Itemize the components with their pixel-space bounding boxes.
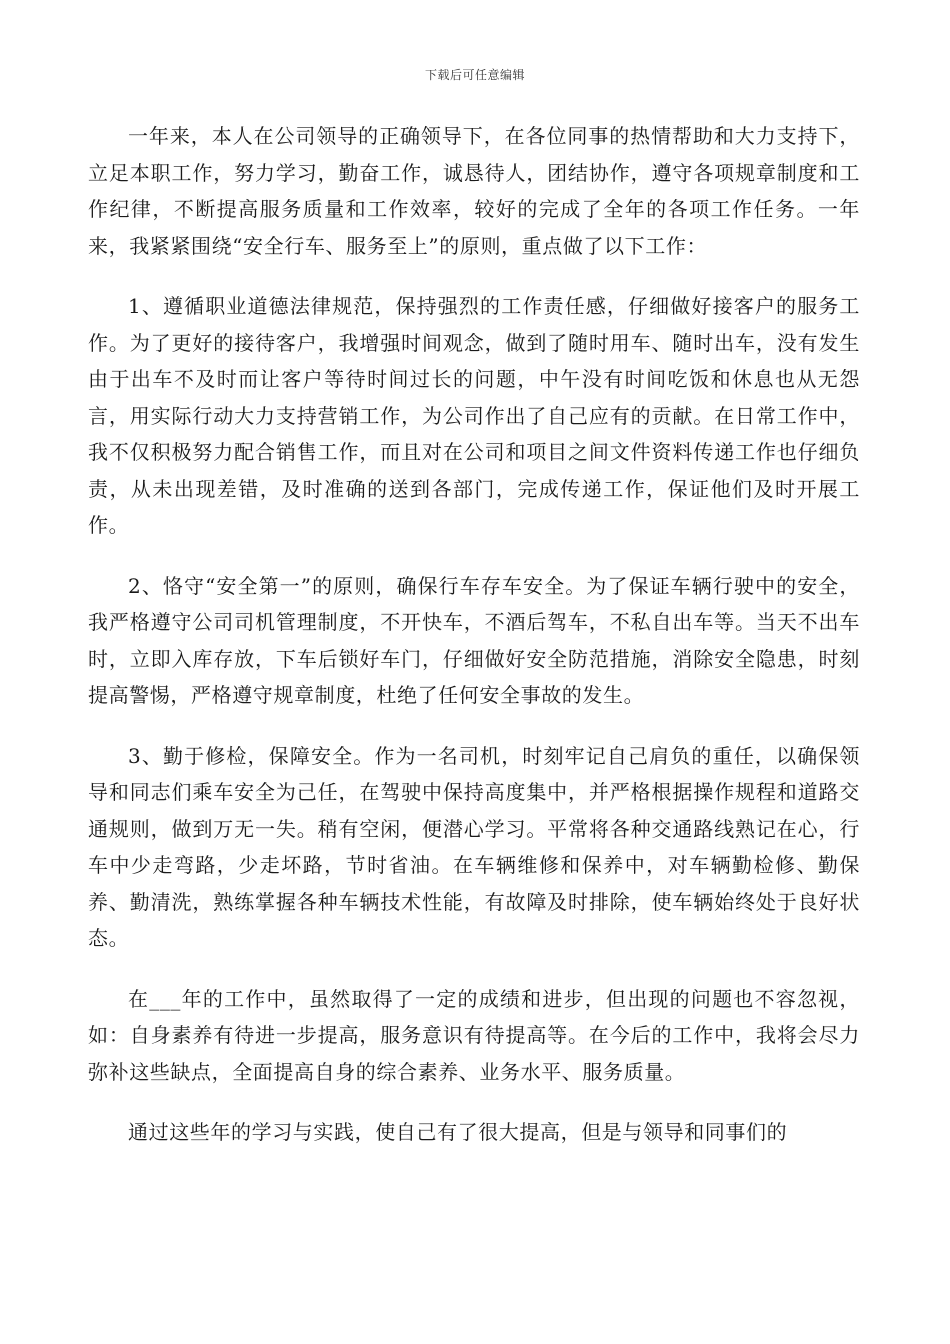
paragraph-item-3: 3、勤于修检，保障安全。作为一名司机，时刻牢记自己肩负的重任，以确保领导和同志们乘车安全为己任，在驾驶中保持高度集中，并严格根据操作规程和道路交通规则，做到万无一失。稍有空闲，便潜心学习。平常将各种交通路线熟记在心，行车中少走弯路，少走坏路，节时省油。在车辆维修和保养中，对车辆勤检修、勤保养、勤清洗，熟练掌握各种车辆技术性能，有故障及时排除，使车辆始终处于良好状态。	[88, 743, 860, 950]
document-body	[88, 118, 860, 1175]
paragraph-item-2: 2、恪守“安全第一”的原则，确保行车存车安全。为了保证车辆行驶中的安全，我严格遵守公司司机管理制度，不开快车，不酒后驾车，不私自出车等。当天不出车时，立即入库存放，下车后锁好车门，仔细做好安全防范措施，消除安全隐患，时刻提高警惕，严格遵守规章制度，杜绝了任何安全事故的发生。	[88, 573, 860, 707]
paragraph-item-1: 1、遵循职业道德法律规范，保持强烈的工作责任感，仔细做好接客户的服务工作。为了更好的接待客户，我增强时间观念，做到了随时用车、随时出车，没有发生由于出车不及时而让客户等待时间过长的问题，中午没有时间吃饭和休息也从无怨言，用实际行动大力支持营销工作，为公司作出了自己应有的贡献。在日常工作中，我不仅积极努力配合销售工作，而且对在公司和项目之间文件资料传递工作也仔细负责，从未出现差错，及时准确的送到各部门，完成传递工作，保证他们及时开展工作。	[88, 294, 860, 537]
header-note: 下载后可任意编辑	[424, 68, 525, 82]
summary-rest-text: 年的工作中，虽然取得了一定的成绩和进步，但出现的问题也不容忽视，如：自身素养有待进一步提高，服务意识有待提高等。在今后的工作中，我将会尽力弥补这些缺点，全面提高自身的综合素养、业务水平、服务质量。	[88, 986, 860, 1084]
year-blank: ___	[149, 986, 182, 1011]
paragraph-summary	[88, 981, 860, 1091]
summary-lead-text: 在	[128, 986, 150, 1011]
paragraph-closing: 通过这些年的学习与实践，使自己有了很大提高，但是与领导和同事们的	[128, 1120, 788, 1144]
paragraph-intro: 一年来，本人在公司领导的正确领导下，在各位同事的热情帮助和大力支持下，立足本职工作，努力学习，勤奋工作，诚恳待人，团结协作，遵守各项规章制度和工作纪律，不断提高服务质量和工作效率，较好的完成了全年的各项工作任务。一年来，我紧紧围绕“安全行车、服务至上”的原则，重点做了以下工作：	[88, 124, 860, 258]
